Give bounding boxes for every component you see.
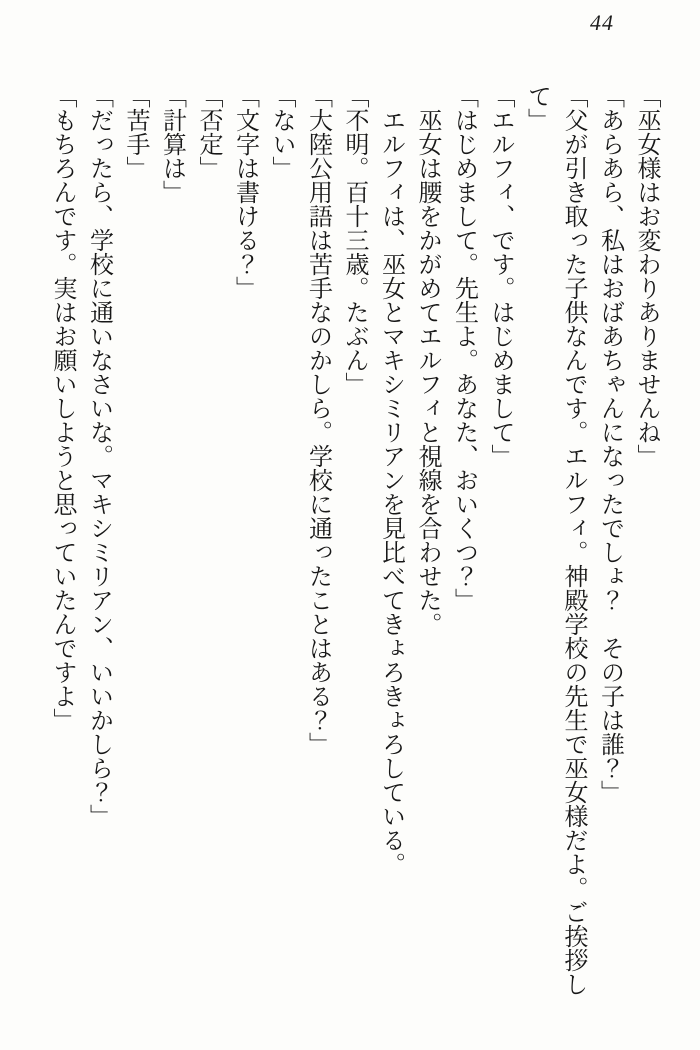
- text-line: 「巫女様はお変わりありませんね」: [633, 84, 659, 468]
- text-line: 「文字は書ける？」: [231, 84, 258, 300]
- text-line: エルフィは、巫女とマキシミリアンを見比べてきょろきょろしている。: [377, 108, 404, 876]
- text-line: 「もちろんです。実はお願いしようと思っていたんですよ」: [49, 84, 75, 732]
- text-line: 「あらあら、私はおばあちゃんになったでしょ？ その子は誰？」: [596, 84, 623, 804]
- text-line: 「大陸公用語は苦手なのかしら。学校に通ったことはある？」: [304, 84, 331, 756]
- text-line: 「父が引き取った子供なんです。エルフィ。神殿学校の先生で巫女様だよ。ご挨拶して」: [523, 84, 586, 996]
- text-line: 巫女は腰をかがめてエルフィと視線を合わせた。: [414, 108, 440, 636]
- text-line: 「エルフィ、です。はじめまして」: [487, 84, 513, 468]
- text-line: 「否定」: [195, 84, 221, 180]
- text-line: 「ない」: [268, 84, 294, 180]
- text-line: 「はじめまして。先生よ。あなた、おいくつ？」: [450, 84, 477, 612]
- page-number: 44: [590, 10, 614, 35]
- text-line: 「だったら、学校に通いなさいな。マキシミリアン、いいかしら？」: [85, 84, 112, 828]
- text-line: 「不明。百十三歳。たぶん」: [341, 84, 367, 396]
- text-line: 「計算は」: [158, 84, 185, 204]
- text-line: 「苦手」: [122, 84, 148, 180]
- text-block: [44, 84, 665, 1000]
